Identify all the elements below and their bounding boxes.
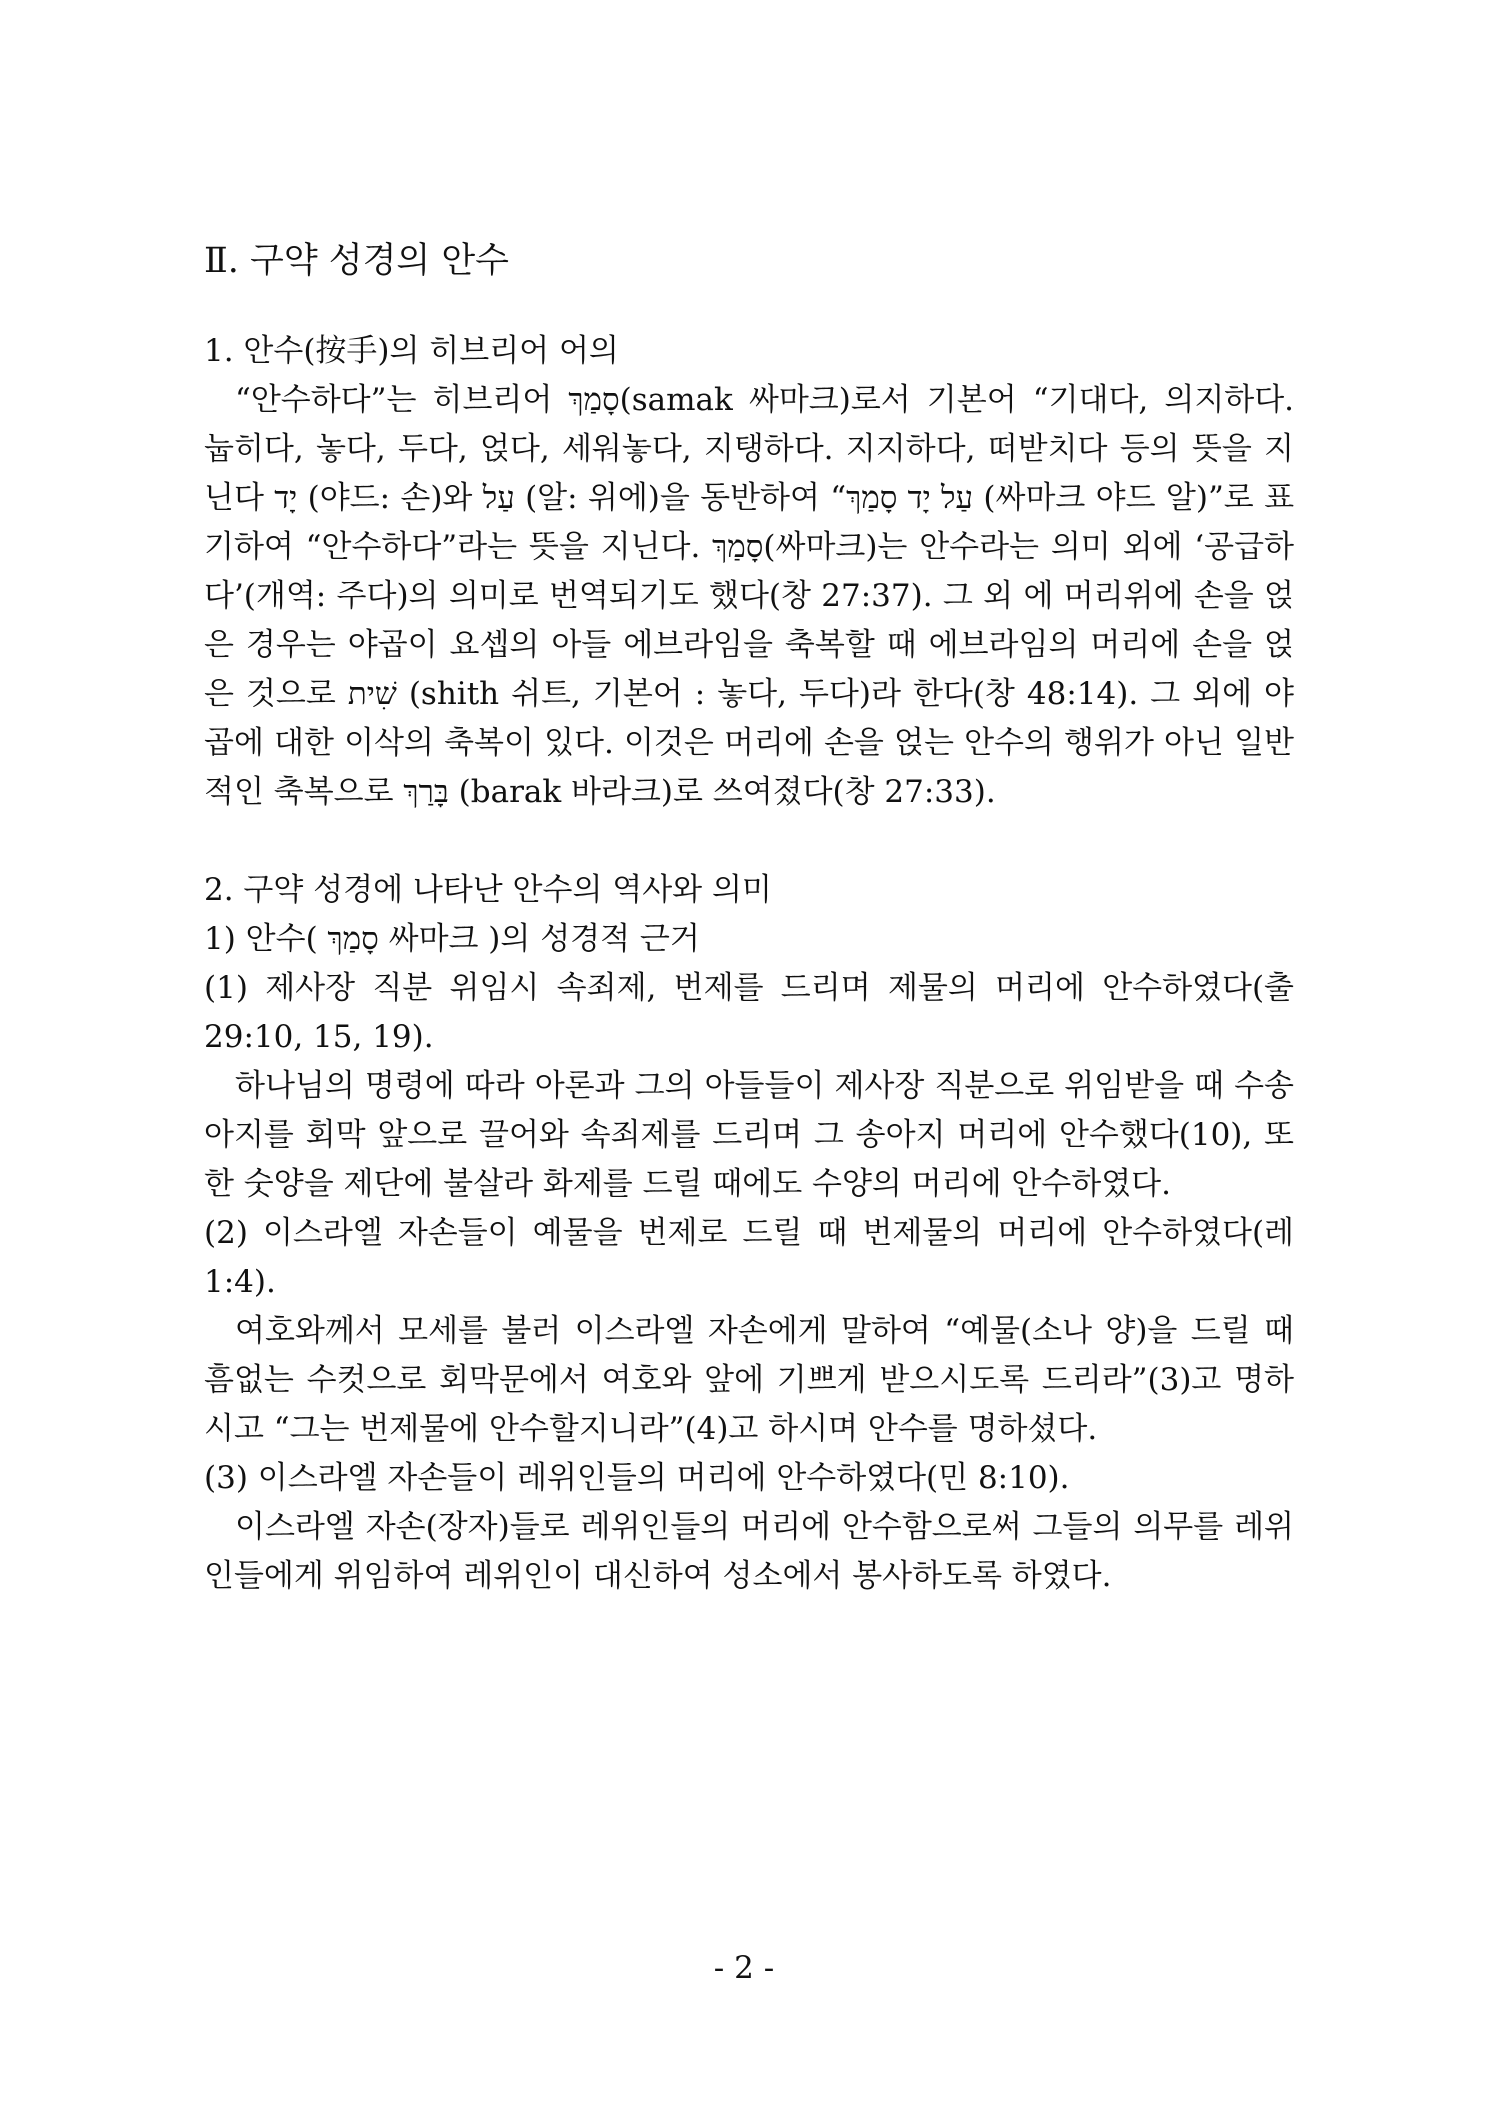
- item-2-body: 여호와께서 모세를 불러 이스라엘 자손에게 말하여 “예물(소나 양)을 드릴 때 흠없는 수컷으로 회막문에서 여호와 앞에 기쁘게 받으시도록 드리라”(3)고 명하시고 “그는 번제물에 안수할지니라”(4)고 하시며 안수를 명하셨다.: [204, 1313, 1294, 1447]
- item-1-body: 하나님의 명령에 따라 아론과 그의 아들들이 제사장 직분으로 위임받을 때 수송아지를 회막 앞으로 끌어와 속죄제를 드리며 그 송아지 머리에 안수했다(10), 또한 숫양을 제단에 불살라 화제를 드릴 때에도 수양의 머리에 안수하였다.: [204, 1068, 1294, 1202]
- item-2-title: (2) 이스라엘 자손들이 예물을 번제로 드릴 때 번제물의 머리에 안수하였다(레 1:4).: [204, 1215, 1294, 1300]
- subsection-1-paragraph: “안수하다”는 히브리어 סָמַךְ(samak 싸마크)로서 기본어 “기대다, 의지하다. 눕히다, 놓다, 두다, 얹다, 세워놓다, 지탱하다. 지지하다, 떠받치다 등의 뜻을 지닌다 יָד (야드: 손)와 עַל (알: 위에)을 동반하여 “עַל יָד סָמַךְ (싸마크 야드 알)”로 표기하여 “안수하다”라는 뜻을 지닌다. סָמַךְ(싸마크)는 안수라는 의미 외에 ‘공급하다’(개역: 주다)의 의미로 번역되기도 했다(창 27:37). 그 외 에 머리위에 손을 얹은 경우는 야곱이 요셉의 아들 에브라임을 축복할 때 에브라임의 머리에 손을 얹은 것으로 שִׁית (shith 쉬트, 기본어 : 놓다, 두다)라 한다(창 48:14). 그 외에 야곱에 대한 이삭의 축복이 있다. 이것은 머리에 손을 얹는 안수의 행위가 아닌 일반적인 축복으로 בָּרַךְ (barak 바라크)로 쓰여졌다(창 27:33).: [204, 382, 1295, 810]
- item-1-title: (1) 제사장 직분 위임시 속죄제, 번제를 드리며 제물의 머리에 안수하였다(출 29:10, 15, 19).: [204, 970, 1294, 1055]
- subsection-2-subheading: 1) 안수( סָמַךְ 싸마크 )의 성경적 근거: [204, 921, 700, 957]
- section-title: Ⅱ. 구약 성경의 안수: [204, 241, 509, 281]
- page-number: - 2 -: [713, 1950, 775, 1986]
- subsection-1-heading: 1. 안수(按手)의 히브리어 어의: [204, 333, 619, 369]
- subsection-2-heading: 2. 구약 성경에 나타난 안수의 역사와 의미: [204, 872, 772, 908]
- item-3-body: 이스라엘 자손(장자)들로 레위인들의 머리에 안수함으로써 그들의 의무를 레위인들에게 위임하여 레위인이 대신하여 성소에서 봉사하도록 하였다.: [204, 1509, 1294, 1594]
- document-body: [204, 327, 1294, 1601]
- item-3-title: (3) 이스라엘 자손들이 레위인들의 머리에 안수하였다(민 8:10).: [204, 1460, 1070, 1496]
- section-spacer: [204, 817, 1294, 866]
